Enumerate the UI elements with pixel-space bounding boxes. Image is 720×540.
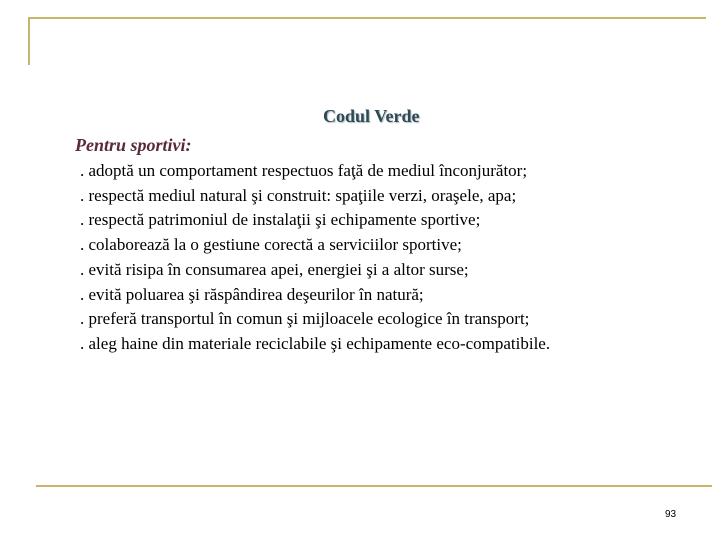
list-item: . evită poluarea şi răspândirea deşeurilor în natură; <box>80 284 424 304</box>
list-item: . adoptă un comportament respectuos faţă de mediul înconjurător; <box>80 161 528 180</box>
page-number: 93 <box>665 509 677 520</box>
frame-bottom-line <box>36 485 712 487</box>
slide-subtitle: Pentru sportivi: <box>75 135 192 155</box>
list-item: . evită risipa în consumarea apei, energiei şi a altor surse; <box>80 259 469 279</box>
list-item: . respectă patrimoniul de instalaţii şi echipamente sportive; <box>80 210 481 230</box>
slide-title: Codul Verde <box>323 106 420 126</box>
frame-top-line <box>28 17 706 19</box>
list-item: . aleg haine din materiale reciclabile şi echipamente eco-compatibile. <box>80 333 551 353</box>
green-code-list <box>80 159 550 357</box>
list-item: . respectă mediul natural şi construit: spaţiile verzi, oraşele, apa; <box>80 185 517 205</box>
frame-left-line <box>28 17 30 65</box>
list-item: . preferă transportul în comun şi mijloacele ecologice în transport; <box>80 309 530 329</box>
list-item: . colaborează la o gestiune corectă a serviciilor sportive; <box>80 235 462 255</box>
